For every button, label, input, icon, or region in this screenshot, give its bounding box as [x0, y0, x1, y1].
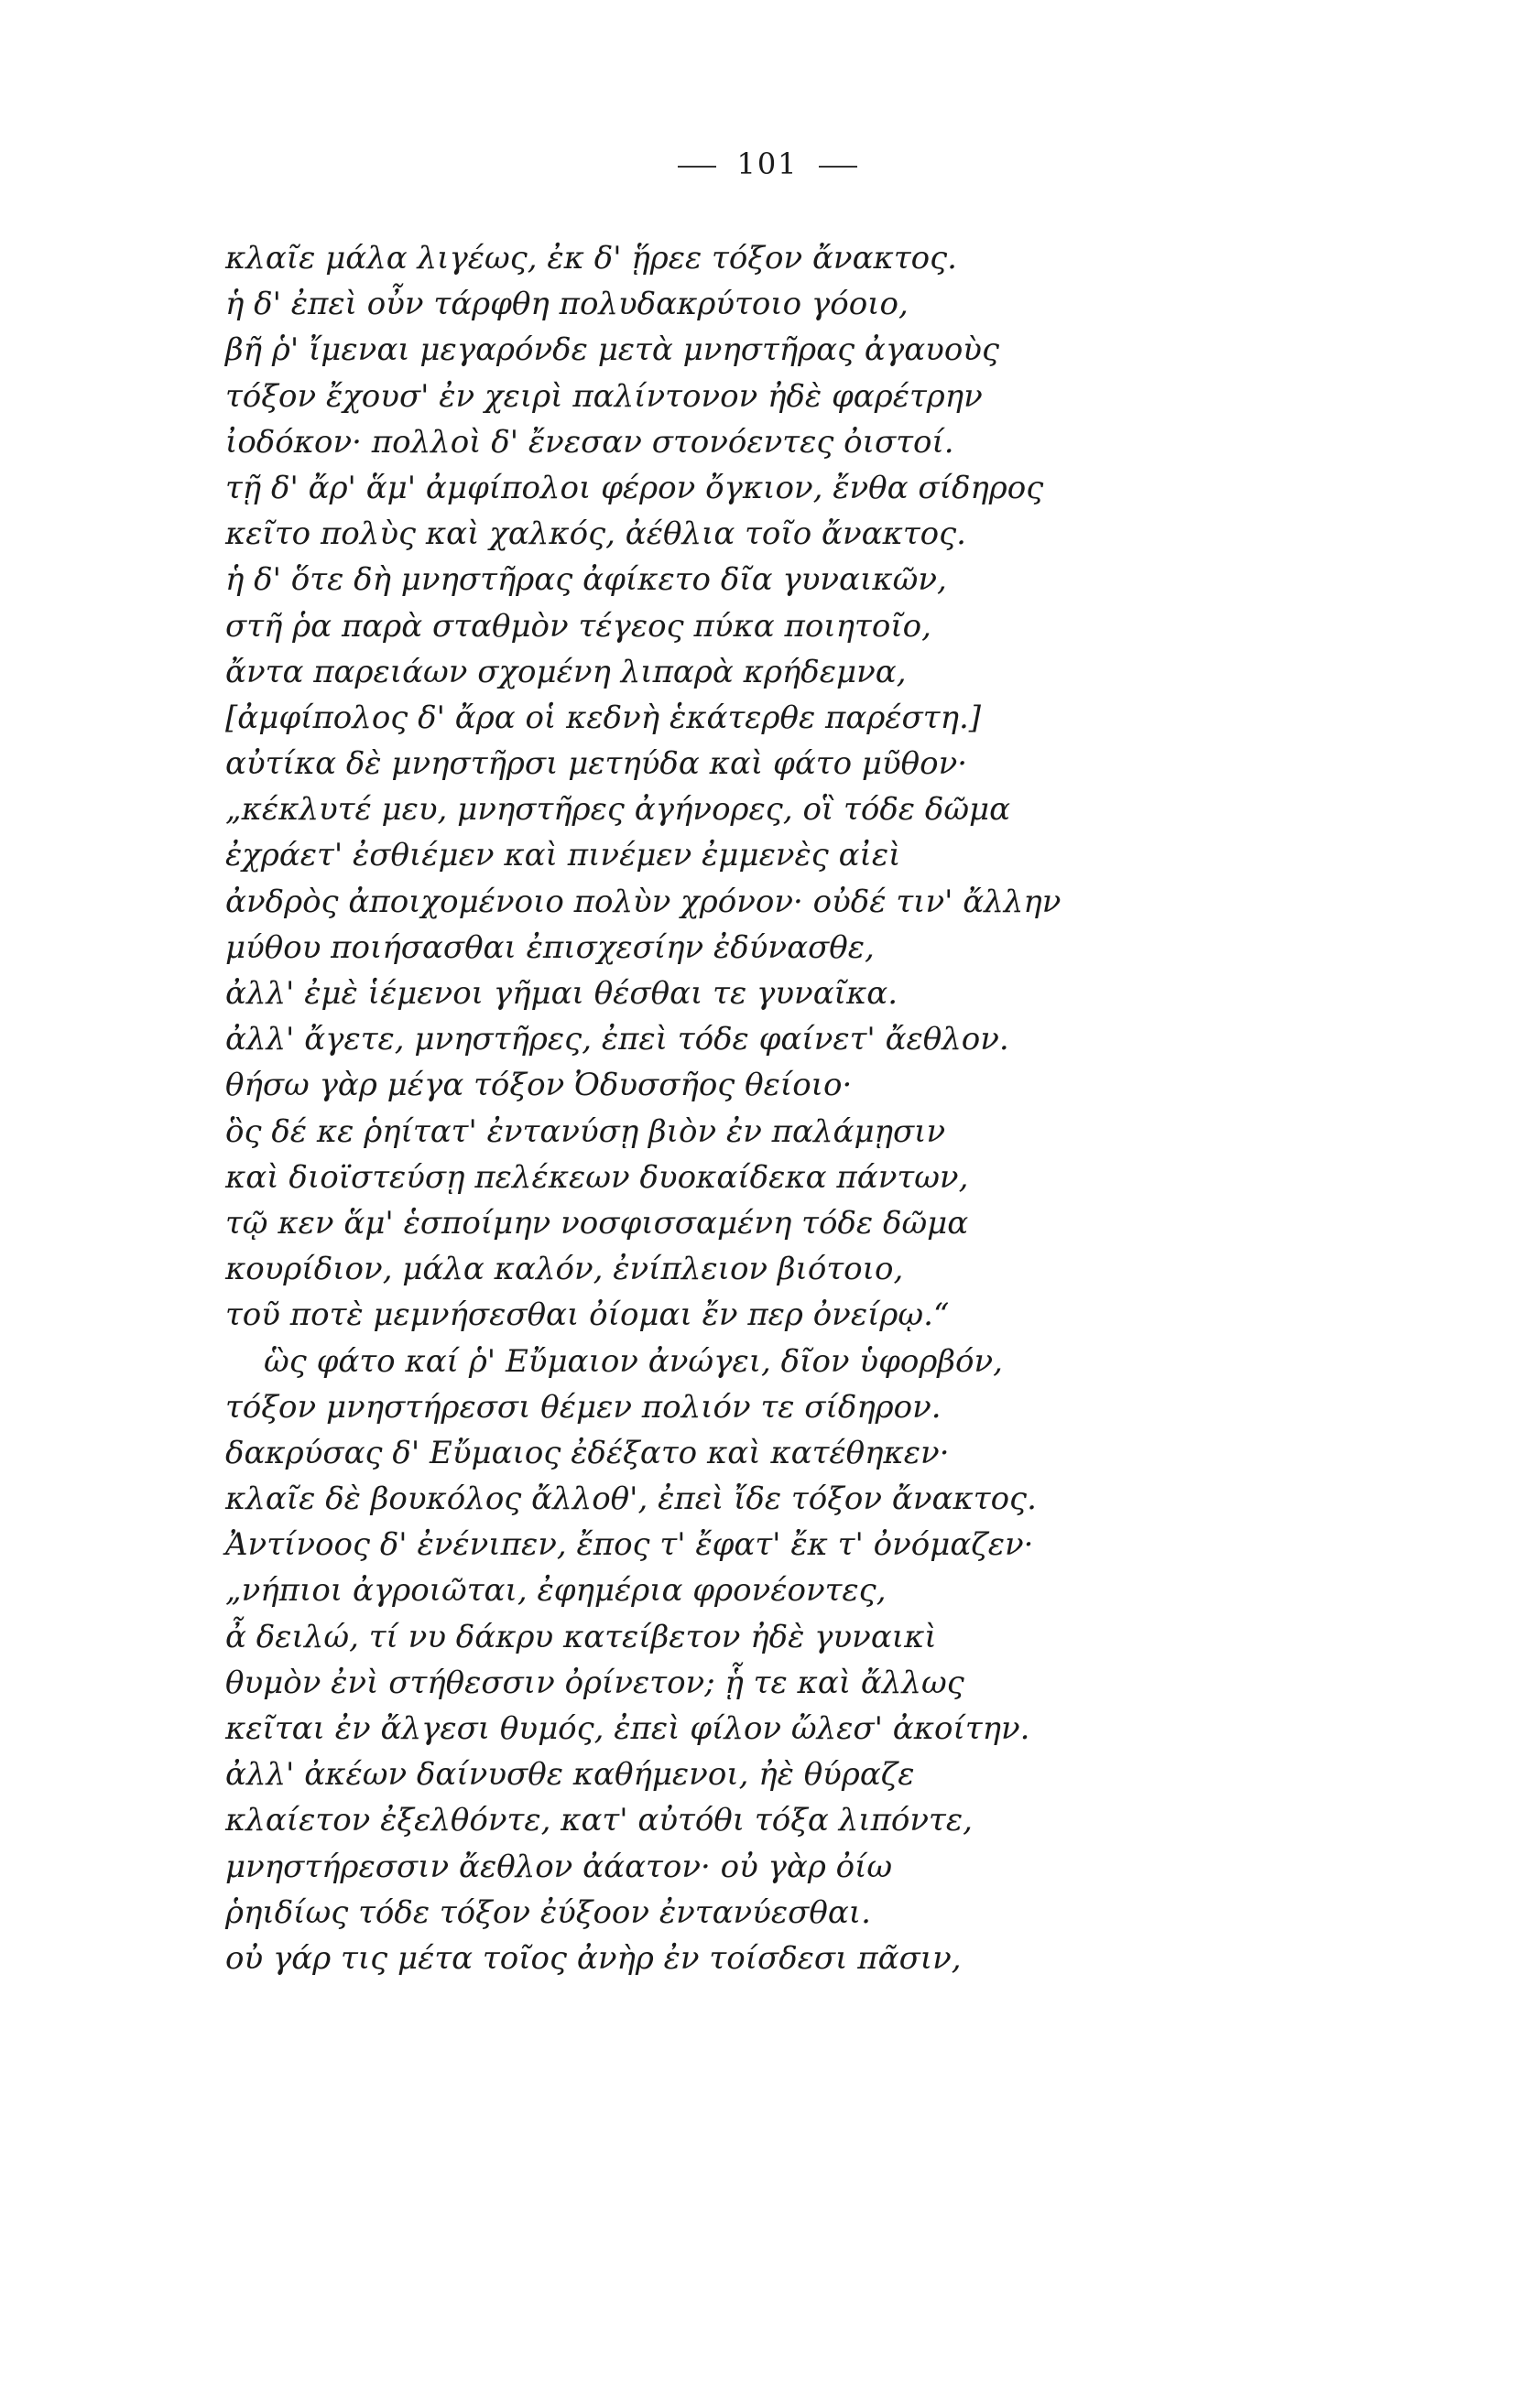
- verse-line: τῷ κεν ἅμ' ἑσποίμην νοσφισσαμένη τόδε δῶμα: [225, 1204, 969, 1242]
- left-dash: [678, 166, 716, 168]
- verse-line: κεῖτο πολὺς καὶ χαλκός, ἀέθλια τοῖο ἄνακτος.: [225, 515, 966, 553]
- verse-line: κλαῖε δὲ βουκόλος ἄλλοθ', ἐπεὶ ἴδε τόξον ἄνακτος.: [225, 1481, 1037, 1518]
- verse-line: ῥηιδίως τόδε τόξον ἐύξοον ἐντανύεσθαι.: [225, 1893, 871, 1931]
- verse-line: βῆ ῥ' ἴμεναι μεγαρόνδε μετὰ μνηστῆρας ἀγαυοὺς: [225, 331, 1000, 369]
- verse-line: τῇ δ' ἄρ' ἅμ' ἀμφίπολοι φέρον ὄγκιον, ἔνθα σίδηρος: [225, 469, 1044, 506]
- page-header: [0, 146, 1535, 181]
- verse-line: μνηστήρεσσιν ἄεθλον ἀάατον· οὐ γὰρ ὀίω: [225, 1848, 893, 1885]
- verse-line: κλαίετον ἐξελθόντε, κατ' αὐτόθι τόξα λιπόντε,: [225, 1802, 973, 1839]
- verse-line: ἄντα παρειάων σχομένη λιπαρὰ κρήδεμνα,: [225, 653, 907, 690]
- right-dash: [819, 166, 857, 168]
- verse-line: ὣς φάτο καί ῥ' Εὔμαιον ἀνώγει, δῖον ὑφορβόν,: [264, 1342, 1003, 1380]
- verse-line: ὃς δέ κε ῥηίτατ' ἐντανύσῃ βιὸν ἐν παλάμῃσιν: [225, 1112, 946, 1150]
- verse-line: κλαῖε μάλα λιγέως, ἐκ δ' ᾕρεε τόξον ἄνακτος.: [225, 240, 957, 277]
- verse-line: ἐχράετ' ἐσθιέμεν καὶ πινέμεν ἐμμενὲς αἰεὶ: [225, 837, 901, 874]
- verse-line: δακρύσας δ' Εὔμαιος ἐδέξατο καὶ κατέθηκεν·: [225, 1434, 950, 1471]
- verse-line: θυμὸν ἐνὶ στήθεσσιν ὀρίνετον; ᾗ τε καὶ ἄλλως: [225, 1664, 964, 1701]
- verse-line: θήσω γὰρ μέγα τόξον Ὀδυσσῆος θείοιο·: [225, 1067, 853, 1104]
- verse-line: „κέκλυτέ μευ, μνηστῆρες ἀγήνορες, οἳ τόδε δῶμα: [225, 791, 1011, 829]
- verse-line: μύθου ποιήσασθαι ἐπισχεσίην ἐδύνασθε,: [225, 928, 875, 966]
- verse-line: ἡ δ' ἐπεὶ οὖν τάρφθη πολυδακρύτοιο γόοιο,: [225, 286, 909, 323]
- verse-line: κουρίδιον, μάλα καλόν, ἐνίπλειον βιότοιο,: [225, 1251, 904, 1288]
- verse-line: τόξον μνηστήρεσσι θέμεν πολιόν τε σίδηρον.: [225, 1388, 942, 1426]
- verse-line: κεῖται ἐν ἄλγεσι θυμός, ἐπεὶ φίλον ὤλεσ' ἀκοίτην.: [225, 1710, 1030, 1747]
- verse-line: ἰοδόκον· πολλοὶ δ' ἔνεσαν στονόεντες ὀιστοί.: [225, 423, 954, 461]
- verse-line: [ἀμφίπολος δ' ἄρα οἱ κεδνὴ ἑκάτερθε παρέστη.]: [225, 699, 982, 736]
- verse-line: καὶ διοϊστεύσῃ πελέκεων δυοκαίδεκα πάντων,: [225, 1158, 969, 1196]
- verse-block: [225, 235, 1398, 1981]
- verse-line: τοῦ ποτὲ μεμνήσεσθαι ὀίομαι ἔν περ ὀνείρῳ.“: [225, 1296, 950, 1334]
- verse-line: ἀλλ' ἐμὲ ἱέμενοι γῆμαι θέσθαι τε γυναῖκα.: [225, 975, 898, 1012]
- verse-line: ἀνδρὸς ἀποιχομένοιο πολὺν χρόνον· οὐδέ τιν' ἄλλην: [225, 883, 1061, 920]
- verse-line: Ἀντίνοος δ' ἐνένιπεν, ἔπος τ' ἔφατ' ἔκ τ' ὀνόμαζεν·: [225, 1526, 1034, 1564]
- verse-line: ἀλλ' ἄγετε, μνηστῆρες, ἐπεὶ τόδε φαίνετ' ἄεθλον.: [225, 1021, 1009, 1058]
- verse-line: ἀλλ' ἀκέων δαίνυσθε καθήμενοι, ἠὲ θύραζε: [225, 1756, 915, 1794]
- verse-line: „νήπιοι ἀγροιῶται, ἐφημέρια φρονέοντες,: [225, 1572, 887, 1610]
- verse-line: ἡ δ' ὅτε δὴ μνηστῆρας ἀφίκετο δῖα γυναικῶν,: [225, 561, 947, 599]
- verse-line: στῆ ῥα παρὰ σταθμὸν τέγεος πύκα ποιητοῖο,: [225, 607, 931, 645]
- page-number: 101: [736, 146, 799, 181]
- verse-line: οὐ γάρ τις μέτα τοῖος ἀνὴρ ἐν τοίσδεσι πᾶσιν,: [225, 1939, 962, 1977]
- verse-line: τόξον ἔχουσ' ἐν χειρὶ παλίντονον ἠδὲ φαρέτρην: [225, 377, 983, 415]
- verse-line: αὐτίκα δὲ μνηστῆρσι μετηύδα καὶ φάτο μῦθον·: [225, 745, 968, 783]
- verse-line: ἆ δειλώ, τί νυ δάκρυ κατείβετον ἠδὲ γυναικὶ: [225, 1618, 937, 1655]
